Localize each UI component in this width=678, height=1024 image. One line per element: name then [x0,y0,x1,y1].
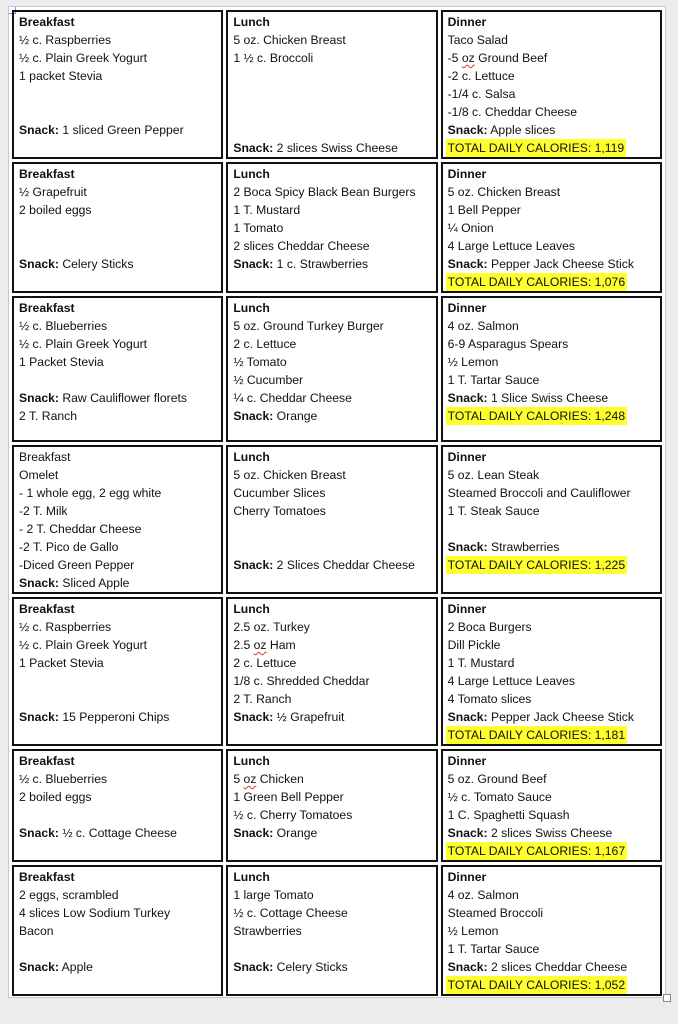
snack-value: Orange [273,826,318,840]
snack-value: ½ Grapefruit [273,710,345,724]
breakfast-cell-content [19,13,217,157]
snack-value: Celery Sticks [58,257,134,271]
dinner-cell [441,865,662,996]
meal-item: 1/8 c. Shredded Cheddar [233,674,370,688]
snack-value: Sliced Apple [58,576,130,590]
snack-label: Snack: [19,826,59,840]
daily-total-line [448,556,656,574]
meal-item: ½ c. Raspberries [19,620,112,634]
snack-label: Snack: [447,710,488,724]
meal-item: ½ Cucumber [233,373,304,387]
meal-item: -2 T. Milk [19,504,68,518]
snack-value: Apple [58,960,93,974]
dinner-cell-content [448,299,656,440]
daily-total-line [448,842,656,860]
dinner-title: Dinner [447,870,487,884]
blank-line [19,219,217,237]
meal-item: ¼ Onion [447,221,494,235]
blank-line [233,85,431,103]
meal-item: 1 T. Tartar Sauce [447,942,540,956]
dinner-cell [441,162,662,293]
meal-item: 5 oz. Chicken Breast [233,33,346,47]
blank-line [233,67,431,85]
daily-total-line [448,407,656,425]
snack-value: Apple slices [487,123,556,137]
day-row [12,597,662,746]
dinner-title: Dinner [447,15,487,29]
snack-line [448,255,656,273]
blank-line [19,806,217,824]
meal-item: 2.5 oz Ham [233,638,296,652]
meal-item: 4 oz. Salmon [447,888,519,902]
blank-line [233,103,431,121]
dinner-cell-content [448,165,656,291]
dinner-title: Dinner [447,450,487,464]
meal-item: 5 oz. Lean Steak [447,468,540,482]
breakfast-title: Breakfast [19,754,75,768]
snack-value: 1 c. Strawberries [273,257,369,271]
snack-label: Snack: [19,257,59,271]
daily-calories-total: TOTAL DAILY CALORIES: 1,167 [447,844,626,858]
meal-item: 2 T. Ranch [233,692,292,706]
meal-item: 2 boiled eggs [19,203,92,217]
meal-item: Omelet [19,468,59,482]
snack-label: Snack: [233,558,274,572]
snack-label: Snack: [447,391,488,405]
lunch-cell-content [233,868,431,994]
blank-line [233,538,431,556]
daily-calories-total: TOTAL DAILY CALORIES: 1,052 [447,978,626,992]
lunch-cell-content [233,299,431,440]
meal-item: Cherry Tomatoes [233,504,326,518]
snack-value: 1 Slice Swiss Cheese [487,391,609,405]
snack-value: ½ c. Cottage Cheese [58,826,177,840]
blank-line [19,103,217,121]
breakfast-cell-content [19,165,217,291]
meal-item: - 1 whole egg, 2 egg white [19,486,162,500]
spellcheck-underline: oz [461,51,475,65]
day-row [12,162,662,293]
snack-label: Snack: [19,391,59,405]
breakfast-cell-content [19,600,217,744]
snack-value: 1 sliced Green Pepper [58,123,184,137]
breakfast-cell [12,445,223,594]
snack-label: Snack: [447,540,488,554]
meal-item: Steamed Broccoli [447,906,544,920]
meal-item: 1 large Tomato [233,888,314,902]
meal-item: ½ c. Tomato Sauce [447,790,552,804]
snack-label: Snack: [447,960,488,974]
meal-item: 1 Packet Stevia [19,355,104,369]
snack-label: Snack: [447,826,488,840]
meal-item: 1 Green Bell Pepper [233,790,344,804]
meal-item: Cucumber Slices [233,486,326,500]
snack-value: 15 Pepperoni Chips [58,710,170,724]
lunch-title: Lunch [233,450,270,464]
table-resize-handle[interactable] [663,994,671,1002]
snack-label: Snack: [233,141,274,155]
meal-item: Dill Pickle [447,638,501,652]
breakfast-title: Breakfast [19,167,75,181]
lunch-cell-content [233,448,431,592]
blank-line [448,520,656,538]
meal-item: 1 T. Mustard [233,203,301,217]
meal-item: ½ c. Raspberries [19,33,112,47]
blank-line [233,940,431,958]
blank-line [233,121,431,139]
dinner-cell [441,10,662,159]
day-row [12,865,662,996]
lunch-title: Lunch [233,754,270,768]
day-row [12,296,662,442]
lunch-title: Lunch [233,301,270,315]
breakfast-cell [12,162,223,293]
lunch-cell [226,445,437,594]
meal-item: 5 oz. Ground Beef [447,772,547,786]
lunch-title: Lunch [233,15,270,29]
meal-item: 2 Boca Spicy Black Bean Burgers [233,185,416,199]
meal-item: Bacon [19,924,54,938]
daily-calories-total: TOTAL DAILY CALORIES: 1,181 [447,728,626,742]
daily-calories-total: TOTAL DAILY CALORIES: 1,119 [447,141,625,155]
meal-item: 1 Packet Stevia [19,656,104,670]
snack-value: Raw Cauliflower florets [58,391,187,405]
meal-item: 5 oz. Chicken Breast [233,468,346,482]
meal-item: ½ c. Plain Greek Yogurt [19,337,148,351]
blank-line [19,371,217,389]
dinner-cell-content [448,752,656,860]
daily-total-line [448,139,656,157]
dinner-cell [441,749,662,862]
meal-item: 2.5 oz. Turkey [233,620,310,634]
snack-line [233,407,431,425]
snack-line [19,389,217,407]
snack-value: Pepper Jack Cheese Stick [487,257,634,271]
breakfast-title: Breakfast [19,15,75,29]
snack-label: Snack: [447,123,488,137]
meal-item: 5 oz. Chicken Breast [447,185,561,199]
day-row [12,749,662,862]
day-row [12,445,662,594]
meal-item: 2 eggs, scrambled [19,888,119,902]
dinner-title: Dinner [447,754,487,768]
snack-line [233,824,431,842]
daily-total-line [448,976,656,994]
breakfast-cell-content [19,448,217,592]
lunch-cell [226,749,437,862]
meal-item: 2 Boca Burgers [447,620,532,634]
breakfast-cell [12,296,223,442]
snack-line [233,255,431,273]
lunch-cell-content [233,600,431,744]
snack-label: Snack: [19,960,59,974]
snack-label: Snack: [233,409,274,423]
snack-label: Snack: [233,257,274,271]
day-row [12,10,662,159]
meal-item: 6-9 Asparagus Spears [447,337,569,351]
meal-item: 2 c. Lettuce [233,337,297,351]
meal-item: ½ Tomato [233,355,287,369]
meal-item: 1 packet Stevia [19,69,103,83]
meal-item: 5 oz. Ground Turkey Burger [233,319,384,333]
meal-item: 5 oz Chicken [233,772,304,786]
snack-value: Celery Sticks [273,960,348,974]
snack-line [448,121,656,139]
snack-label: Snack: [19,123,59,137]
lunch-cell [226,10,437,159]
meal-item: ½ c. Plain Greek Yogurt [19,51,148,65]
snack-line [448,389,656,407]
meal-item: 2 slices Cheddar Cheese [233,239,370,253]
blank-line [19,237,217,255]
snack-line [233,958,431,976]
snack-extra: 2 T. Ranch [19,409,78,423]
breakfast-title: Breakfast [19,602,75,616]
meal-item: -1/8 c. Cheddar Cheese [447,105,578,119]
meal-item: 1 T. Mustard [447,656,515,670]
dinner-cell [441,597,662,746]
dinner-cell [441,445,662,594]
spellcheck-underline: oz [253,638,267,652]
meal-item: -2 T. Pico de Gallo [19,540,119,554]
meal-item: ½ Lemon [447,355,499,369]
snack-line [448,708,656,726]
snack-value: 2 Slices Cheddar Cheese [273,558,415,572]
snack-line [19,708,217,726]
snack-label: Snack: [233,826,274,840]
meal-item: ½ c. Cottage Cheese [233,906,348,920]
blank-line [19,940,217,958]
snack-value: Strawberries [487,540,560,554]
meal-item: 4 slices Low Sodium Turkey [19,906,171,920]
breakfast-cell [12,749,223,862]
meal-item: 4 Large Lettuce Leaves [447,674,576,688]
dinner-cell-content [448,600,656,744]
blank-line [19,672,217,690]
breakfast-cell [12,10,223,159]
spellcheck-underline: oz [243,772,257,786]
meal-item: 4 Large Lettuce Leaves [447,239,576,253]
snack-line [19,255,217,273]
meal-item: -1/4 c. Salsa [447,87,516,101]
snack-value: 2 slices Cheddar Cheese [487,960,628,974]
dinner-cell-content [448,448,656,592]
breakfast-cell-content [19,868,217,994]
snack-line [448,538,656,556]
meal-item: ½ c. Cherry Tomatoes [233,808,353,822]
dinner-title: Dinner [447,602,487,616]
breakfast-title: Breakfast [19,870,75,884]
breakfast-cell [12,597,223,746]
snack-value: Pepper Jack Cheese Stick [487,710,634,724]
daily-total-line [448,273,656,291]
snack-line [19,121,217,139]
lunch-cell-content [233,13,431,157]
snack-line [233,556,431,574]
meal-item: ½ Lemon [447,924,499,938]
meal-item: 2 c. Lettuce [233,656,297,670]
dinner-cell-content [448,13,656,157]
blank-line [233,520,431,538]
lunch-title: Lunch [233,870,270,884]
snack-label: Snack: [19,710,59,724]
meal-item: -Diced Green Pepper [19,558,135,572]
snack-line [19,574,217,592]
snack-line [233,708,431,726]
breakfast-cell-content [19,299,217,440]
lunch-cell [226,162,437,293]
daily-calories-total: TOTAL DAILY CALORIES: 1,225 [447,558,626,572]
snack-value: Orange [273,409,318,423]
meal-item: - 2 T. Cheddar Cheese [19,522,142,536]
meal-item: 2 boiled eggs [19,790,92,804]
meal-item: 4 Tomato slices [447,692,532,706]
blank-line [19,85,217,103]
snack-label: Snack: [233,960,274,974]
snack-line [448,824,656,842]
snack-value: 2 slices Swiss Cheese [273,141,398,155]
meal-item: ½ Grapefruit [19,185,87,199]
meal-item: -2 c. Lettuce [447,69,515,83]
lunch-cell-content [233,165,431,291]
lunch-title: Lunch [233,602,270,616]
meal-item: ½ c. Blueberries [19,319,108,333]
meal-item: Steamed Broccoli and Cauliflower [447,486,631,500]
daily-calories-total: TOTAL DAILY CALORIES: 1,076 [447,275,626,289]
blank-line [19,690,217,708]
lunch-cell-content [233,752,431,860]
daily-calories-total: TOTAL DAILY CALORIES: 1,248 [447,409,626,423]
meal-item: ½ c. Plain Greek Yogurt [19,638,148,652]
snack-label: Snack: [233,710,274,724]
breakfast-title: Breakfast [19,450,71,464]
snack-line [19,824,217,842]
meal-item: 1 T. Steak Sauce [447,504,540,518]
meal-item: 1 C. Spaghetti Squash [447,808,570,822]
snack-label: Snack: [447,257,488,271]
meal-item: ¼ c. Cheddar Cheese [233,391,352,405]
lunch-cell [226,296,437,442]
meal-item: Strawberries [233,924,302,938]
snack-line [233,139,431,157]
meal-plan-table [9,7,665,999]
meal-item: -5 oz Ground Beef [447,51,548,65]
dinner-title: Dinner [447,167,487,181]
meal-item: 1 ½ c. Broccoli [233,51,314,65]
breakfast-title: Breakfast [19,301,75,315]
breakfast-cell-content [19,752,217,860]
snack-value: 2 slices Swiss Cheese [487,826,613,840]
lunch-title: Lunch [233,167,270,181]
meal-item: ½ c. Blueberries [19,772,108,786]
dinner-title: Dinner [447,301,487,315]
lunch-cell [226,865,437,996]
daily-total-line [448,726,656,744]
meal-item: 1 Tomato [233,221,284,235]
snack-line [19,958,217,976]
snack-line [448,958,656,976]
dinner-cell-content [448,868,656,994]
meal-item: 1 T. Tartar Sauce [447,373,540,387]
breakfast-cell [12,865,223,996]
snack-label: Snack: [19,576,59,590]
meal-item: 1 Bell Pepper [447,203,521,217]
meal-item: Taco Salad [447,33,508,47]
meal-plan-sheet [8,6,666,998]
lunch-cell [226,597,437,746]
dinner-cell [441,296,662,442]
meal-item: 4 oz. Salmon [447,319,519,333]
